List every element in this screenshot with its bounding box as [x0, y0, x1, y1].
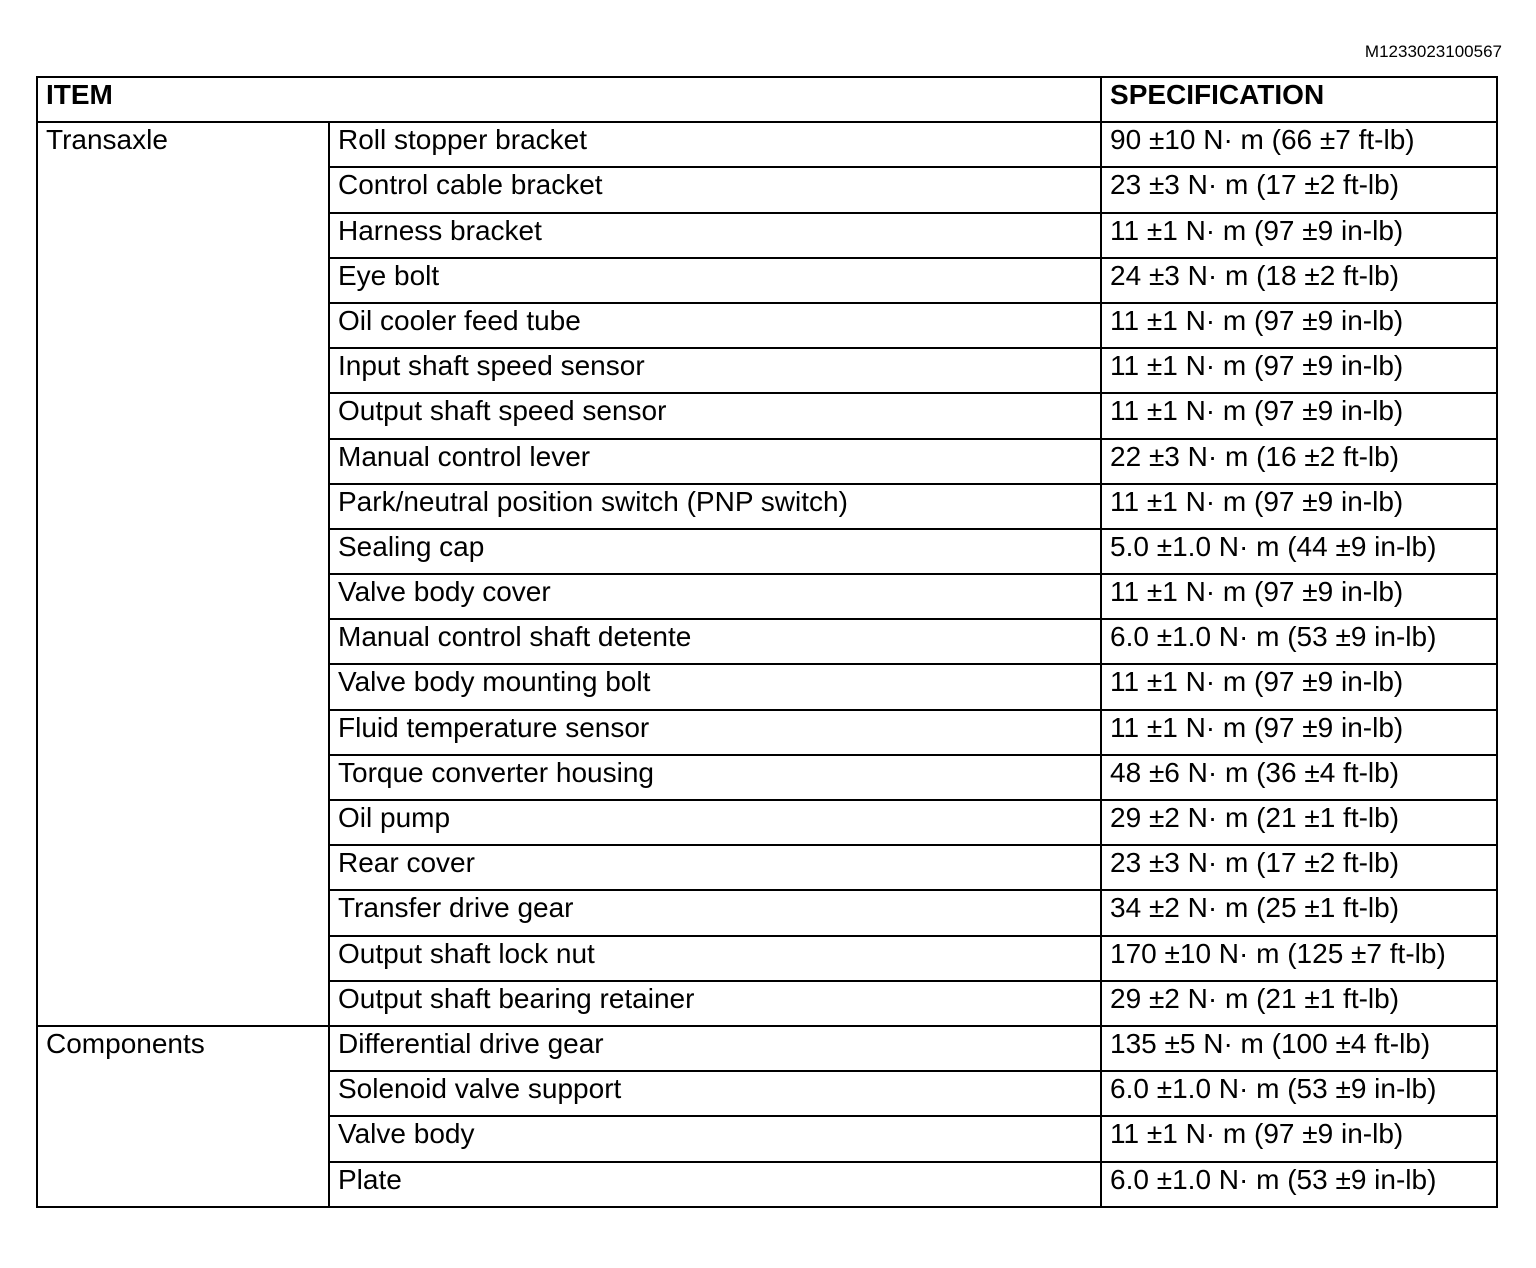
item-cell: Park/neutral position switch (PNP switch) [329, 484, 1101, 529]
specification-cell: 5.0 ±1.0 N· m (44 ±9 in-lb) [1101, 529, 1497, 574]
specification-cell: 23 ±3 N· m (17 ±2 ft-lb) [1101, 845, 1497, 890]
specification-cell: 6.0 ±1.0 N· m (53 ±9 in-lb) [1101, 1162, 1497, 1207]
item-cell: Harness bracket [329, 213, 1101, 258]
specification-cell: 11 ±1 N· m (97 ±9 in-lb) [1101, 348, 1497, 393]
specification-cell: 135 ±5 N· m (100 ±4 ft-lb) [1101, 1026, 1497, 1071]
specification-cell: 6.0 ±1.0 N· m (53 ±9 in-lb) [1101, 619, 1497, 664]
table-row [37, 1026, 1497, 1071]
item-cell: Fluid temperature sensor [329, 710, 1101, 755]
specification-cell: 11 ±1 N· m (97 ±9 in-lb) [1101, 303, 1497, 348]
group-name-cell: Transaxle [37, 122, 329, 1026]
item-cell: Manual control lever [329, 439, 1101, 484]
item-cell: Output shaft speed sensor [329, 393, 1101, 438]
item-cell: Valve body [329, 1116, 1101, 1161]
item-cell: Plate [329, 1162, 1101, 1207]
specification-cell: 34 ±2 N· m (25 ±1 ft-lb) [1101, 890, 1497, 935]
specification-cell: 11 ±1 N· m (97 ±9 in-lb) [1101, 393, 1497, 438]
torque-specification-table [36, 76, 1498, 1208]
item-cell: Input shaft speed sensor [329, 348, 1101, 393]
item-cell: Solenoid valve support [329, 1071, 1101, 1116]
item-cell: Output shaft bearing retainer [329, 981, 1101, 1026]
group-name-cell: Components [37, 1026, 329, 1207]
specification-cell: 23 ±3 N· m (17 ±2 ft-lb) [1101, 167, 1497, 212]
specification-cell: 22 ±3 N· m (16 ±2 ft-lb) [1101, 439, 1497, 484]
specification-cell: 11 ±1 N· m (97 ±9 in-lb) [1101, 710, 1497, 755]
item-cell: Valve body mounting bolt [329, 664, 1101, 709]
specification-cell: 11 ±1 N· m (97 ±9 in-lb) [1101, 484, 1497, 529]
specification-cell: 11 ±1 N· m (97 ±9 in-lb) [1101, 213, 1497, 258]
specification-column-header: SPECIFICATION [1101, 77, 1497, 122]
item-cell: Sealing cap [329, 529, 1101, 574]
item-cell: Oil cooler feed tube [329, 303, 1101, 348]
specification-cell: 90 ±10 N· m (66 ±7 ft-lb) [1101, 122, 1497, 167]
item-column-header: ITEM [37, 77, 1101, 122]
item-cell: Roll stopper bracket [329, 122, 1101, 167]
specification-cell: 170 ±10 N· m (125 ±7 ft-lb) [1101, 936, 1497, 981]
item-cell: Manual control shaft detente [329, 619, 1101, 664]
table-body [37, 122, 1497, 1207]
item-cell: Eye bolt [329, 258, 1101, 303]
item-cell: Differential drive gear [329, 1026, 1101, 1071]
specification-cell: 11 ±1 N· m (97 ±9 in-lb) [1101, 574, 1497, 619]
item-cell: Transfer drive gear [329, 890, 1101, 935]
document-id: M1233023100567 [1364, 42, 1502, 61]
item-cell: Rear cover [329, 845, 1101, 890]
table-header-row [37, 77, 1497, 122]
specification-cell: 29 ±2 N· m (21 ±1 ft-lb) [1101, 800, 1497, 845]
table-row [37, 122, 1497, 167]
item-cell: Control cable bracket [329, 167, 1101, 212]
specification-cell: 24 ±3 N· m (18 ±2 ft-lb) [1101, 258, 1497, 303]
specification-cell: 11 ±1 N· m (97 ±9 in-lb) [1101, 1116, 1497, 1161]
item-cell: Valve body cover [329, 574, 1101, 619]
specification-cell: 6.0 ±1.0 N· m (53 ±9 in-lb) [1101, 1071, 1497, 1116]
specification-cell: 29 ±2 N· m (21 ±1 ft-lb) [1101, 981, 1497, 1026]
specification-cell: 11 ±1 N· m (97 ±9 in-lb) [1101, 664, 1497, 709]
item-cell: Oil pump [329, 800, 1101, 845]
item-cell: Output shaft lock nut [329, 936, 1101, 981]
specification-cell: 48 ±6 N· m (36 ±4 ft-lb) [1101, 755, 1497, 800]
item-cell: Torque converter housing [329, 755, 1101, 800]
